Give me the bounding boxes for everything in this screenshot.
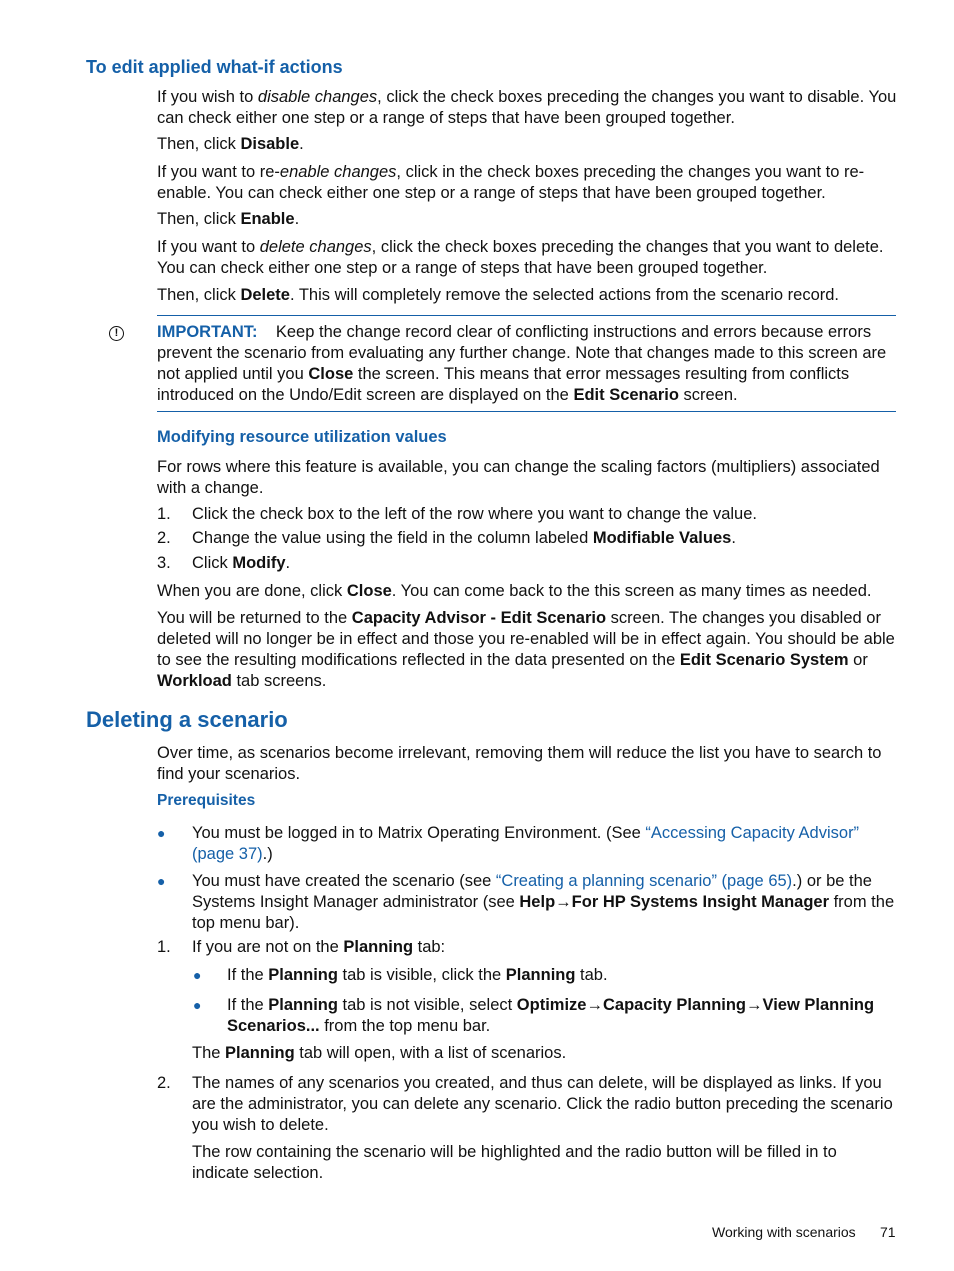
step-number: 2. <box>157 1074 171 1092</box>
paragraph-delete: If you want to delete changes, click the check boxes preceding the changes that you want to delete. You can check either one step or a range of steps that have been grouped together. <box>157 238 884 277</box>
link-creating-planning-scenario[interactable]: “Creating a planning scenario” (page 65) <box>495 872 793 890</box>
page-number: 71 <box>880 1224 896 1240</box>
section-heading-delete: Deleting a scenario <box>86 707 288 732</box>
paragraph-modify-intro: For rows where this feature is available, you can change the scaling factors (multipliers) associated with a change. <box>157 458 880 497</box>
step-number: 3. <box>157 554 171 572</box>
important-bottom-rule <box>157 411 896 412</box>
step-text: If you are not on the Planning tab: <box>192 938 446 956</box>
important-label: IMPORTANT: <box>157 323 258 341</box>
bullet-icon: ● <box>157 825 166 841</box>
step-text: Change the value using the field in the column labeled Modifiable Values. <box>192 529 736 547</box>
prerequisites-heading: Prerequisites <box>157 792 256 809</box>
bullet-icon: ● <box>193 967 202 983</box>
bullet-icon: ● <box>193 997 202 1013</box>
important-note: IMPORTANT: Keep the change record clear of conflicting instructions and errors because errors prevent the scenario from evaluating any further change. Note that changes made to this screen are not applied until you Close the screen. This means that error messages resulting from conflicts introduced on the Undo/Edit screen are displayed on the Edit Scenario screen. <box>157 323 887 404</box>
step-text: The names of any scenarios you created, and thus can delete, will be displayed as links. If you are the administrator, you can delete any scenario. Click the radio button preceding the scenario you wish to delete. <box>192 1074 893 1134</box>
link-accessing-capacity-advisor[interactable]: “Accessing Capacity Advisor” (page 37) <box>192 824 860 863</box>
important-top-rule <box>157 315 896 316</box>
paragraph-disable-then: Then, click Disable. <box>157 135 304 153</box>
prerequisite-item: You must be logged in to Matrix Operating Environment. (See “Accessing Capacity Advisor” (page 37).) <box>192 824 860 863</box>
bullet-icon: ● <box>157 873 166 889</box>
step-text: Click Modify. <box>192 554 291 572</box>
step-result: The row containing the scenario will be highlighted and the radio button will be filled in to indicate selection. <box>192 1143 837 1182</box>
paragraph-enable-then: Then, click Enable. <box>157 210 300 228</box>
prerequisite-item: You must have created the scenario (see “Creating a planning scenario” (page 65).) or be the Systems Insight Manager administrator (see Help→For HP Systems Insight Manager from the top menu bar). <box>192 872 895 932</box>
paragraph-disable: If you wish to disable changes, click the check boxes preceding the changes you want to disable. You can check either one step or a range of steps that have been grouped together. <box>157 88 897 127</box>
step-text: Click the check box to the left of the row where you want to change the value. <box>192 505 757 523</box>
exclamation-circle-icon: ! <box>109 326 124 341</box>
step-number: 1. <box>157 938 171 956</box>
paragraph-done: When you are done, click Close. You can come back to the this screen as many times as needed. <box>157 582 872 600</box>
step-result: The Planning tab will open, with a list of scenarios. <box>192 1044 567 1062</box>
step-number: 2. <box>157 529 171 547</box>
paragraph-delete-intro: Over time, as scenarios become irrelevant, removing them will reduce the list you have to search to find your scenarios. <box>157 744 882 783</box>
paragraph-returned: You will be returned to the Capacity Advisor - Edit Scenario screen. The changes you disabled or deleted will no longer be in effect and those you re-enabled will be in effect again. You should be able to see the resulting modifications reflected in the data presented on the Edit Scenario System or Workload tab screens. <box>157 609 895 690</box>
step-number: 1. <box>157 505 171 523</box>
sub-step-text: If the Planning tab is not visible, select Optimize→Capacity Planning→View Planning Scenarios... from the top menu bar. <box>227 996 875 1035</box>
section-heading-edit: To edit applied what-if actions <box>86 57 343 77</box>
paragraph-delete-then: Then, click Delete. This will completely remove the selected actions from the scenario record. <box>157 286 839 304</box>
sub-step-text: If the Planning tab is visible, click the Planning tab. <box>227 966 608 984</box>
section-heading-modify: Modifying resource utilization values <box>157 428 447 446</box>
footer-section-title: Working with scenarios <box>712 1224 856 1240</box>
paragraph-enable: If you want to re-enable changes, click in the check boxes preceding the changes you want to re-enable. You can check either one step or a range of steps that have been grouped together. <box>157 163 865 202</box>
